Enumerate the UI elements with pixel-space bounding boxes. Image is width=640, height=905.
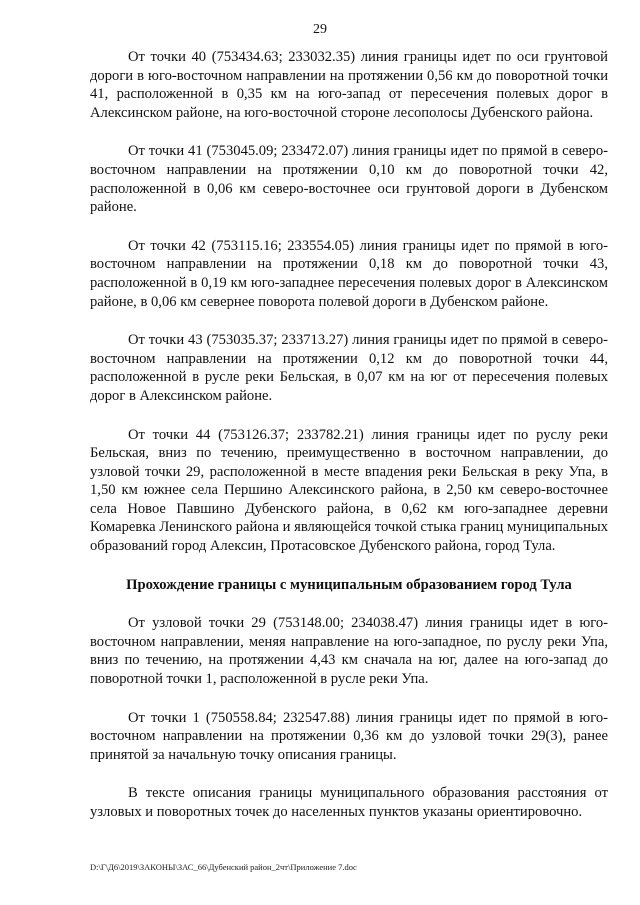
paragraph-point-43: От точки 43 (753035.37; 233713.27) линия границы идет по прямой в северо-восточном направлении на протяжении 0,12 км до поворотной точки 44, расположенной в русле реки Бельская, в 0,07 км на юг от пересечения полевых дорог в Алексинском районе. [90,332,608,404]
paragraph-point-44: От точки 44 (753126.37; 233782.21) линия границы идет по руслу реки Бельская, вниз по течению, преимущественно в восточном направлении, до узловой точки 29, расположенной в месте впадения реки Бельская в реку Упа, в 1,50 км южнее села Першино Алексинского района, в 2,50 км северо-восточнее села Новое Павшино Дубенского района, в 0,62 км юго-западнее деревни Комаревка Ленинского района и являющейся точкой стыка границ муниципальных образований город Алексин, Протасовское Дубенского района, город Тула. [90,426,608,555]
paragraph-point-42: От точки 42 (753115.16; 233554.05) линия границы идет по прямой в юго-восточном направлении на протяжении 0,18 км до поворотной точки 43, расположенной в 0,19 км юго-западнее пересечения полевых дорог в Алексинском районе, в 0,06 км севернее поворота полевой дороги в Дубенском районе. [90,237,608,310]
paragraph-point-40: От точки 40 (753434.63; 233032.35) линия границы идет по оси грунтовой дороги в юго-восточном направлении на протяжении 0,56 км до поворотной точки 41, расположенной в 0,35 км на юго-запад от пересечения полевых дорог в Алексинском районе, на юго-восточной стороне лесополосы Дубенского района. [90,49,608,121]
paragraph-note: В тексте описания границы муниципального образования расстояния от узловых и поворотных точек до населенных пунктов указаны ориентировочно. [90,785,608,820]
footer-file-path: D:\Г\Д6\2019\ЗАКОНЫ\ЗАС_66\Дубенский район_2чт\Приложение 7.doc [90,862,357,872]
page-number: 29 [313,22,327,37]
section-heading: Прохождение границы с муниципальным образованием город Тула [126,576,572,593]
paragraph-point-41: От точки 41 (753045.09; 233472.07) линия границы идет по прямой в северо-восточном направлении на протяжении 0,10 км до поворотной точки 42, расположенной в 0,06 км северо-восточнее оси грунтовой дороги в Дубенском районе. [90,143,608,216]
paragraph-node-29: От узловой точки 29 (753148.00; 234038.47) линия границы идет в юго-восточном направлении, меняя направление на юго-западное, по руслу реки Упа, вниз по течению, на протяжении 4,43 км сначала на юг, далее на юго-запад до поворотной точки 1, расположенной в русле реки Упа. [90,615,608,688]
document-body [90,48,608,842]
paragraph-point-1: От точки 1 (750558.84; 232547.88) линия границы идет по прямой в юго-восточном направлении на протяжении 0,36 км до узловой точки 29(3), ранее принятой за начальную точку описания границы. [90,709,608,763]
